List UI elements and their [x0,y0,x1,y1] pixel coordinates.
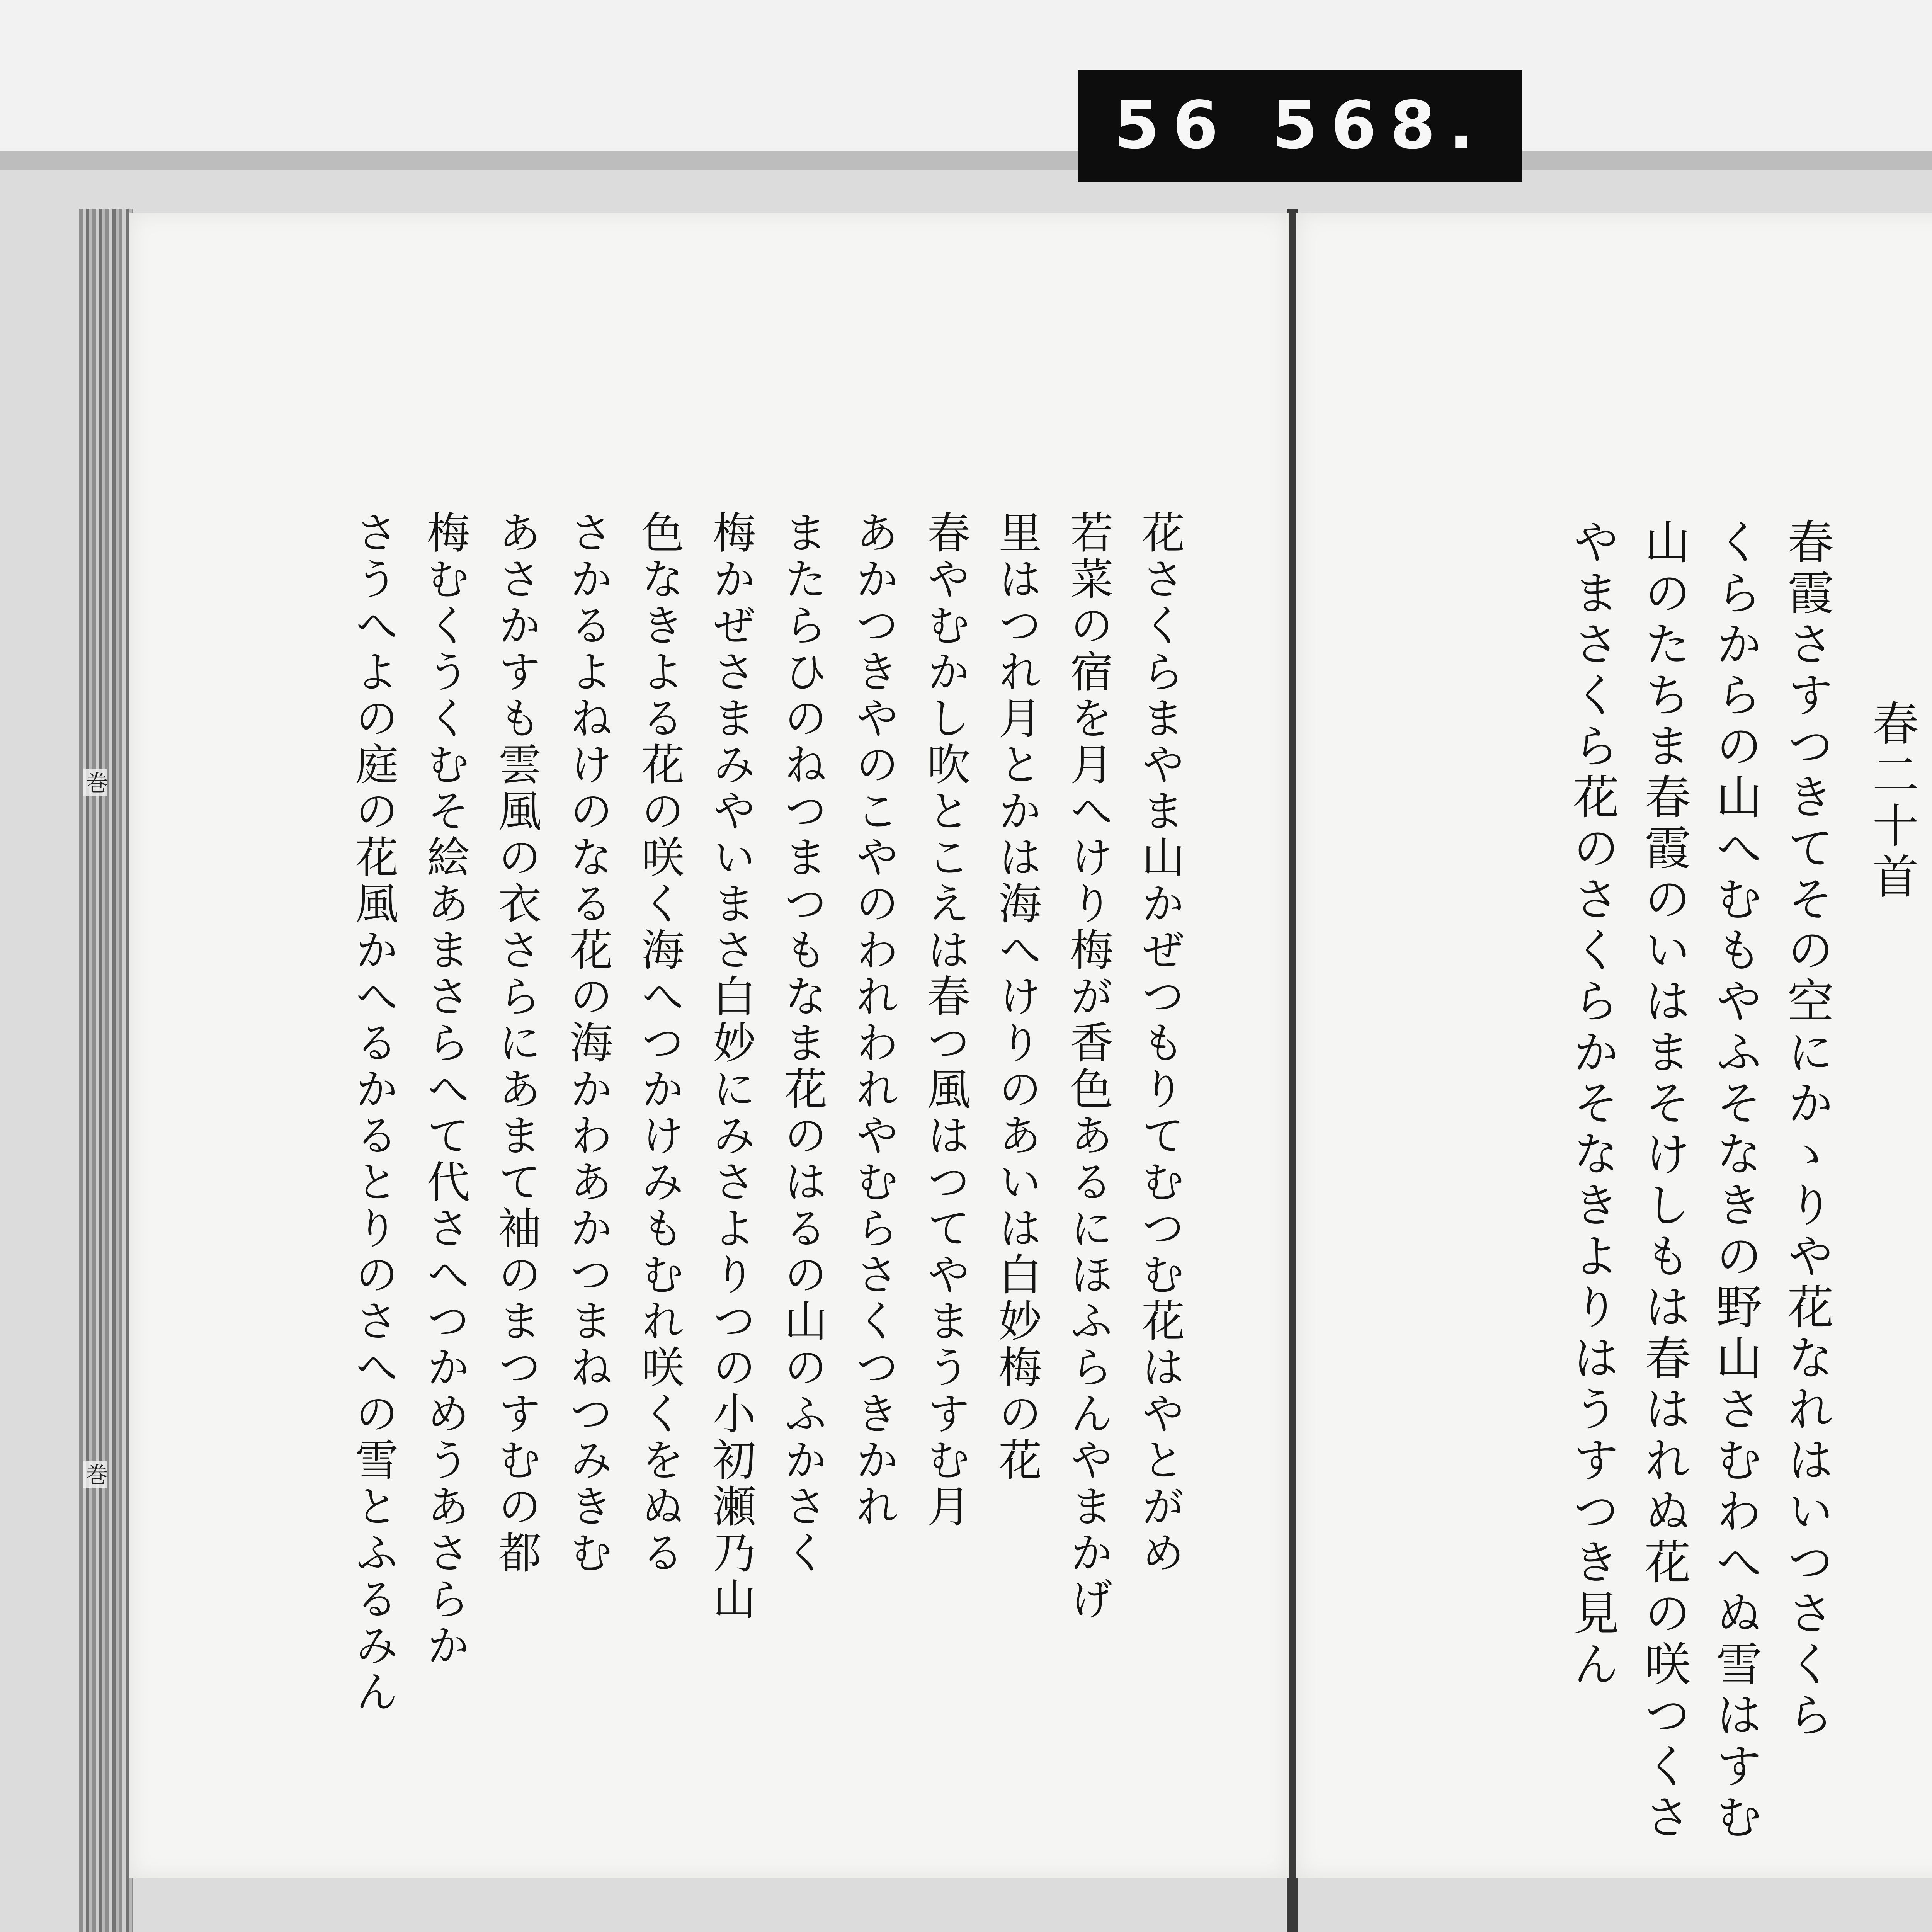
left-page-edges [79,209,133,1932]
open-book [79,197,1932,1932]
left-page-column-8: 色なきよる花の咲く海へつかけみもむれ咲くをぬる [634,510,684,1577]
left-page-column-9: さかるよねけのなる花の海かわあかつまねつみきむ [563,510,613,1577]
left-page-column-1: 花さくらまやま山かぜつもりてむつむ花はやとがめ [1134,510,1185,1577]
left-page-column-10: あさかすも雲風の衣さらにあまて袖のまつすむの都 [491,510,541,1577]
right-page-column-9: くらからの山へむもやふそなきの野山さむわへぬ雪はすむ [1708,518,1762,1844]
left-page-column-11: 梅むくうくむそ絵あまさらへて代さへつかめうあさらか [420,510,470,1669]
right-page [1296,213,1932,1878]
archive-number-plate [1078,70,1522,182]
right-page-subheading: 春二十首 [1865,699,1918,903]
right-page-column-11: やまさくら花のさくらかそなきよりはうすつき見ん [1565,518,1619,1691]
archive-number-right: 568. [1272,87,1487,164]
left-page-column-2: 若菜の宿を月へけり梅が香色あるにほふらんやまかげ [1063,510,1113,1623]
left-page-column-6: またらひのねつまつもなま花のはるの山のふかさく [777,510,827,1577]
background-top [0,0,1932,162]
left-page-column-12: さうへよの庭の花風かへるかるとりのさへの雪とふるみん [348,510,398,1716]
left-page-column-5: あかつきやのこやのわれわれやむらさくつきかれ [849,510,899,1530]
left-side-tab-upper: 巻 [83,769,107,796]
left-page [129,213,1289,1878]
right-page-column-8: 春霞さすつきてその空にかゝりや花なれはいつさくら [1780,518,1833,1742]
right-page-column-10: 山のたちま春霞のいはまそけしもは春はれぬ花の咲つくさ [1637,518,1690,1844]
left-side-tab-lower: 巻 [83,1461,107,1488]
left-page-column-3: 里はつれ月とかは海へけりのあいは白妙梅の花 [992,510,1042,1484]
left-page-column-7: 梅かぜさまみやいまさ白妙にみさよりつの小初瀬乃山 [706,510,756,1623]
left-page-column-4: 春やむかし吹とこえは春つ風はつてやまうすむ月 [920,510,970,1530]
background-shelf-strip [0,151,1932,170]
archive-number-left: 56 [1114,87,1232,164]
